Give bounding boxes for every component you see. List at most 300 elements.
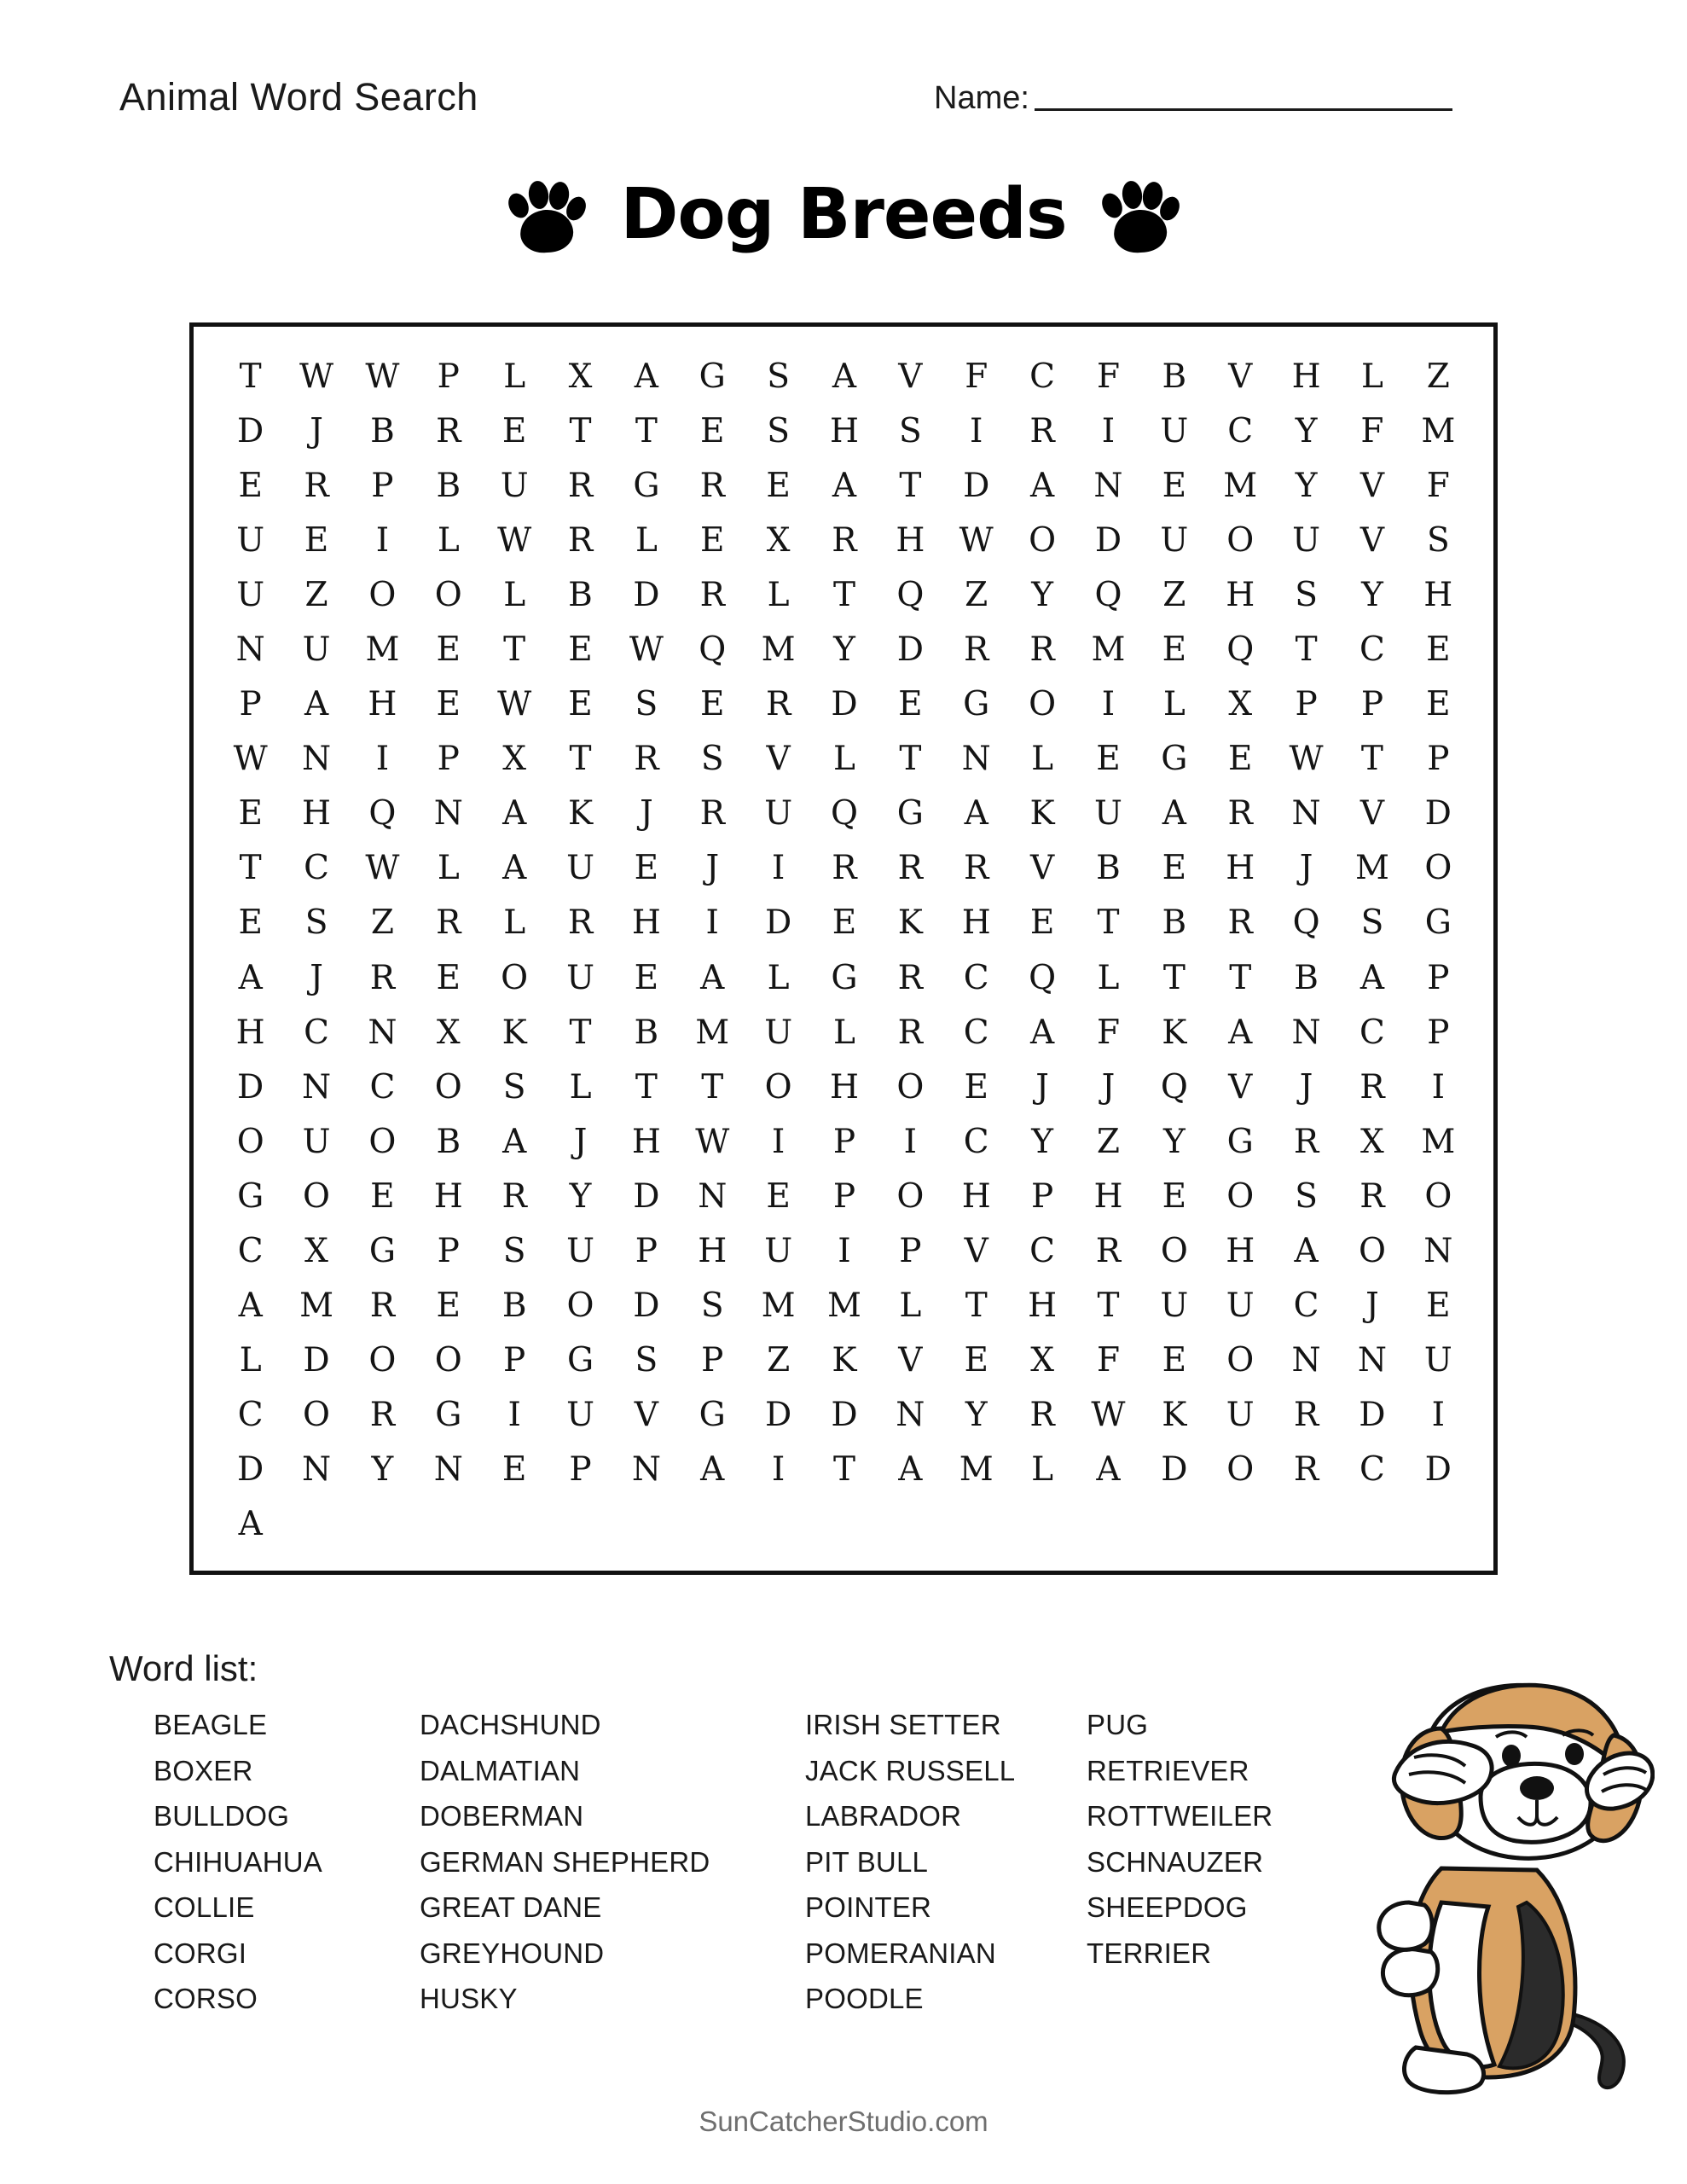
grid-cell[interactable]: X: [1360, 1122, 1384, 1161]
grid-cell[interactable]: R: [369, 1396, 396, 1435]
grid-cell[interactable]: C: [237, 1231, 264, 1270]
grid-cell[interactable]: N: [896, 1396, 925, 1435]
grid-cell[interactable]: R: [1227, 794, 1253, 834]
grid-cell[interactable]: P: [503, 1341, 526, 1380]
grid-cell[interactable]: O: [434, 575, 462, 614]
grid-cell[interactable]: P: [1360, 685, 1384, 724]
word-list-item[interactable]: LABRADOR: [805, 1800, 962, 1832]
grid-cell[interactable]: E: [898, 685, 923, 724]
grid-cell[interactable]: E: [1426, 685, 1451, 724]
grid-cell[interactable]: U: [236, 575, 265, 614]
grid-cell[interactable]: O: [1226, 520, 1255, 560]
grid-cell[interactable]: T: [1097, 1287, 1120, 1326]
grid-cell[interactable]: A: [1162, 794, 1186, 834]
grid-cell[interactable]: U: [302, 1122, 331, 1161]
grid-cell[interactable]: D: [764, 903, 792, 943]
grid-cell[interactable]: D: [237, 1067, 264, 1107]
grid-cell[interactable]: R: [369, 1287, 396, 1326]
grid-cell[interactable]: R: [699, 575, 725, 614]
grid-cell[interactable]: C: [1293, 1287, 1319, 1326]
grid-cell[interactable]: P: [832, 1122, 856, 1161]
grid-cell[interactable]: S: [1360, 903, 1384, 943]
grid-cell[interactable]: K: [897, 903, 923, 943]
grid-cell[interactable]: N: [961, 740, 991, 779]
grid-cell[interactable]: H: [1291, 357, 1321, 396]
grid-cell[interactable]: R: [436, 411, 461, 450]
grid-cell[interactable]: Y: [1162, 1122, 1186, 1161]
grid-cell[interactable]: X: [304, 1231, 328, 1270]
grid-cell[interactable]: R: [1293, 1450, 1319, 1490]
grid-cell[interactable]: K: [501, 1013, 527, 1052]
grid-cell[interactable]: A: [238, 1287, 263, 1326]
grid-cell[interactable]: O: [303, 1176, 331, 1216]
grid-cell[interactable]: G: [237, 1176, 264, 1216]
grid-cell[interactable]: L: [833, 740, 855, 779]
grid-cell[interactable]: Q: [1029, 958, 1057, 997]
grid-cell[interactable]: D: [633, 575, 660, 614]
grid-cell[interactable]: L: [503, 357, 526, 396]
grid-cell[interactable]: P: [437, 740, 460, 779]
grid-cell[interactable]: A: [1030, 466, 1055, 505]
grid-cell[interactable]: D: [237, 1450, 264, 1490]
word-search-grid[interactable]: [217, 349, 1471, 1552]
grid-cell[interactable]: V: [1359, 794, 1385, 834]
grid-cell[interactable]: H: [698, 1231, 728, 1270]
grid-cell[interactable]: P: [1427, 1013, 1450, 1052]
grid-cell[interactable]: R: [567, 520, 594, 560]
grid-cell[interactable]: X: [1030, 1341, 1054, 1380]
grid-cell[interactable]: H: [1226, 1231, 1255, 1270]
grid-cell[interactable]: I: [1101, 411, 1116, 450]
grid-cell[interactable]: V: [898, 1341, 923, 1380]
grid-cell[interactable]: B: [1096, 849, 1121, 888]
grid-cell[interactable]: Z: [1426, 357, 1450, 396]
grid-cell[interactable]: Z: [1162, 575, 1186, 614]
grid-cell[interactable]: U: [1423, 1341, 1452, 1380]
word-list-item[interactable]: SHEEPDOG: [1087, 1891, 1248, 1923]
grid-cell[interactable]: C: [237, 1396, 264, 1435]
word-list-item[interactable]: ROTTWEILER: [1087, 1800, 1273, 1832]
grid-cell[interactable]: N: [1291, 1013, 1321, 1052]
grid-cell[interactable]: P: [239, 685, 262, 724]
grid-cell[interactable]: L: [1360, 357, 1383, 396]
grid-cell[interactable]: B: [634, 1013, 659, 1052]
grid-cell[interactable]: L: [1097, 958, 1120, 997]
grid-cell[interactable]: R: [1227, 903, 1253, 943]
grid-cell[interactable]: E: [700, 411, 725, 450]
grid-cell[interactable]: Y: [833, 630, 855, 669]
grid-cell[interactable]: I: [1431, 1067, 1446, 1107]
grid-cell[interactable]: O: [1160, 1231, 1188, 1270]
grid-cell[interactable]: H: [961, 903, 991, 943]
grid-cell[interactable]: L: [239, 1341, 262, 1380]
grid-cell[interactable]: Y: [1031, 575, 1053, 614]
grid-cell[interactable]: I: [838, 1231, 851, 1270]
grid-cell[interactable]: M: [959, 1450, 994, 1490]
grid-cell[interactable]: F: [1360, 411, 1384, 450]
grid-cell[interactable]: J: [1035, 1067, 1049, 1107]
grid-cell[interactable]: N: [698, 1176, 728, 1216]
grid-cell[interactable]: Q: [1094, 575, 1122, 614]
grid-cell[interactable]: M: [761, 1287, 796, 1326]
grid-cell[interactable]: E: [1162, 849, 1187, 888]
grid-cell[interactable]: E: [436, 1287, 461, 1326]
grid-cell[interactable]: F: [1096, 357, 1120, 396]
grid-cell[interactable]: A: [238, 1505, 263, 1544]
word-list-item[interactable]: CORSO: [154, 1983, 258, 2014]
grid-cell[interactable]: H: [368, 685, 397, 724]
grid-cell[interactable]: W: [629, 630, 664, 669]
grid-cell[interactable]: G: [963, 685, 990, 724]
grid-cell[interactable]: E: [700, 520, 725, 560]
grid-cell[interactable]: A: [898, 1450, 923, 1490]
grid-cell[interactable]: W: [365, 357, 400, 396]
grid-cell[interactable]: Y: [371, 1450, 394, 1490]
grid-cell[interactable]: U: [566, 849, 594, 888]
grid-cell[interactable]: Q: [1160, 1067, 1188, 1107]
grid-cell[interactable]: I: [705, 903, 719, 943]
grid-cell[interactable]: J: [705, 849, 720, 888]
word-list-item[interactable]: GREAT DANE: [420, 1891, 602, 1923]
grid-cell[interactable]: V: [1030, 849, 1055, 888]
grid-cell[interactable]: Y: [1295, 411, 1318, 450]
word-list-item[interactable]: GREYHOUND: [420, 1937, 605, 1969]
grid-cell[interactable]: N: [1291, 794, 1321, 834]
grid-cell[interactable]: A: [502, 1122, 527, 1161]
grid-cell[interactable]: O: [434, 1341, 462, 1380]
grid-cell[interactable]: R: [501, 1176, 527, 1216]
grid-cell[interactable]: U: [1292, 520, 1320, 560]
grid-cell[interactable]: O: [1424, 849, 1452, 888]
grid-cell[interactable]: G: [699, 1396, 726, 1435]
grid-cell[interactable]: B: [436, 466, 461, 505]
grid-cell[interactable]: P: [701, 1341, 724, 1380]
grid-cell[interactable]: J: [310, 958, 323, 997]
grid-cell[interactable]: P: [899, 1231, 922, 1270]
grid-cell[interactable]: P: [437, 357, 460, 396]
grid-cell[interactable]: R: [304, 466, 329, 505]
grid-cell[interactable]: T: [503, 630, 526, 669]
grid-cell[interactable]: L: [437, 849, 460, 888]
grid-cell[interactable]: Y: [1361, 575, 1383, 614]
grid-cell[interactable]: O: [368, 1341, 397, 1380]
grid-cell[interactable]: S: [767, 357, 790, 396]
grid-cell[interactable]: T: [1162, 958, 1186, 997]
grid-cell[interactable]: H: [1226, 575, 1255, 614]
word-list-item[interactable]: SCHNAUZER: [1087, 1845, 1264, 1878]
grid-cell[interactable]: H: [631, 903, 661, 943]
word-list-item[interactable]: IRISH SETTER: [805, 1709, 1001, 1740]
grid-cell[interactable]: W: [299, 357, 334, 396]
grid-cell[interactable]: U: [764, 1231, 793, 1270]
grid-cell[interactable]: P: [569, 1450, 592, 1490]
grid-cell[interactable]: C: [963, 1122, 989, 1161]
word-list-item[interactable]: JACK RUSSELL: [805, 1754, 1016, 1786]
grid-cell[interactable]: H: [433, 1176, 463, 1216]
grid-cell[interactable]: E: [1162, 1341, 1187, 1380]
grid-cell[interactable]: U: [1226, 1396, 1255, 1435]
grid-cell[interactable]: X: [766, 520, 791, 560]
grid-cell[interactable]: E: [436, 630, 461, 669]
grid-cell[interactable]: M: [1223, 466, 1258, 505]
grid-cell[interactable]: G: [435, 1396, 462, 1435]
grid-cell[interactable]: E: [436, 685, 461, 724]
grid-cell[interactable]: O: [303, 1396, 331, 1435]
grid-cell[interactable]: T: [832, 1450, 855, 1490]
grid-cell[interactable]: T: [1295, 630, 1318, 669]
grid-cell[interactable]: E: [238, 466, 263, 505]
grid-cell[interactable]: X: [436, 1013, 461, 1052]
word-list-item[interactable]: PIT BULL: [805, 1845, 929, 1878]
grid-cell[interactable]: I: [970, 411, 983, 450]
grid-cell[interactable]: O: [501, 958, 529, 997]
grid-cell[interactable]: M: [1354, 849, 1389, 888]
grid-cell[interactable]: D: [1424, 794, 1452, 834]
grid-cell[interactable]: E: [238, 903, 263, 943]
grid-cell[interactable]: N: [433, 1450, 463, 1490]
word-list-item[interactable]: HUSKY: [420, 1983, 518, 2014]
grid-cell[interactable]: C: [1029, 1231, 1056, 1270]
word-list-item[interactable]: DALMATIAN: [420, 1754, 581, 1786]
grid-cell[interactable]: T: [965, 1287, 988, 1326]
grid-cell[interactable]: G: [633, 466, 660, 505]
grid-cell[interactable]: U: [1160, 1287, 1189, 1326]
grid-cell[interactable]: R: [699, 466, 725, 505]
grid-cell[interactable]: I: [1431, 1396, 1446, 1435]
grid-cell[interactable]: W: [959, 520, 994, 560]
grid-cell[interactable]: O: [368, 1122, 397, 1161]
grid-cell[interactable]: A: [964, 794, 988, 834]
word-list-item[interactable]: PUG: [1087, 1709, 1149, 1740]
grid-cell[interactable]: D: [764, 1396, 792, 1435]
grid-cell[interactable]: L: [833, 1013, 855, 1052]
grid-cell[interactable]: Q: [368, 794, 397, 834]
grid-cell[interactable]: K: [1029, 794, 1055, 834]
grid-cell[interactable]: G: [831, 958, 858, 997]
grid-cell[interactable]: S: [899, 411, 922, 450]
grid-cell[interactable]: D: [1359, 1396, 1386, 1435]
grid-cell[interactable]: D: [633, 1176, 660, 1216]
grid-cell[interactable]: Z: [965, 575, 988, 614]
grid-cell[interactable]: U: [566, 1396, 594, 1435]
grid-cell[interactable]: E: [1426, 1287, 1451, 1326]
grid-cell[interactable]: G: [566, 1341, 594, 1380]
grid-cell[interactable]: R: [832, 849, 857, 888]
grid-cell[interactable]: U: [1160, 520, 1189, 560]
word-list-item[interactable]: CORGI: [154, 1937, 247, 1969]
word-list-item[interactable]: TERRIER: [1087, 1937, 1212, 1969]
grid-cell[interactable]: R: [897, 849, 924, 888]
grid-cell[interactable]: O: [566, 1287, 594, 1326]
grid-cell[interactable]: G: [1424, 903, 1452, 943]
grid-cell[interactable]: R: [1293, 1122, 1319, 1161]
grid-cell[interactable]: U: [302, 630, 331, 669]
grid-cell[interactable]: W: [1091, 1396, 1126, 1435]
grid-cell[interactable]: H: [235, 1013, 265, 1052]
grid-cell[interactable]: C: [304, 849, 329, 888]
grid-cell[interactable]: L: [437, 520, 460, 560]
grid-cell[interactable]: R: [964, 630, 989, 669]
grid-cell[interactable]: U: [1226, 1287, 1255, 1326]
grid-cell[interactable]: K: [832, 1341, 857, 1380]
grid-cell[interactable]: O: [896, 1176, 925, 1216]
grid-cell[interactable]: S: [502, 1231, 526, 1270]
grid-cell[interactable]: L: [767, 958, 790, 997]
grid-cell[interactable]: H: [1028, 1287, 1058, 1326]
word-list-item[interactable]: BULLDOG: [154, 1800, 290, 1832]
grid-cell[interactable]: R: [567, 466, 594, 505]
grid-cell[interactable]: T: [635, 411, 658, 450]
grid-cell[interactable]: Y: [965, 1396, 988, 1435]
name-write-in-line[interactable]: [1035, 108, 1452, 111]
grid-cell[interactable]: E: [238, 794, 263, 834]
grid-cell[interactable]: A: [1228, 1013, 1253, 1052]
grid-cell[interactable]: T: [569, 740, 592, 779]
grid-cell[interactable]: D: [633, 1287, 660, 1326]
grid-cell[interactable]: I: [375, 520, 390, 560]
grid-cell[interactable]: I: [771, 1450, 786, 1490]
grid-cell[interactable]: K: [1162, 1013, 1187, 1052]
grid-cell[interactable]: E: [370, 1176, 395, 1216]
grid-cell[interactable]: U: [236, 520, 265, 560]
grid-cell[interactable]: T: [569, 411, 592, 450]
grid-cell[interactable]: C: [963, 1013, 989, 1052]
grid-cell[interactable]: E: [501, 1450, 527, 1490]
grid-cell[interactable]: R: [1029, 630, 1055, 669]
grid-cell[interactable]: T: [899, 740, 922, 779]
grid-cell[interactable]: X: [1228, 685, 1253, 724]
grid-cell[interactable]: C: [1359, 1450, 1385, 1490]
grid-cell[interactable]: T: [1360, 740, 1383, 779]
grid-cell[interactable]: P: [1295, 685, 1318, 724]
grid-cell[interactable]: A: [238, 958, 263, 997]
grid-cell[interactable]: I: [1101, 685, 1116, 724]
grid-cell[interactable]: N: [1357, 1341, 1387, 1380]
grid-cell[interactable]: L: [1031, 1450, 1054, 1490]
grid-cell[interactable]: B: [436, 1122, 461, 1161]
grid-cell[interactable]: E: [501, 411, 527, 450]
grid-cell[interactable]: H: [302, 794, 332, 834]
grid-cell[interactable]: M: [695, 1013, 730, 1052]
grid-cell[interactable]: D: [237, 411, 264, 450]
grid-cell[interactable]: N: [368, 1013, 397, 1052]
grid-cell[interactable]: N: [235, 630, 265, 669]
grid-cell[interactable]: E: [1426, 630, 1451, 669]
grid-cell[interactable]: L: [503, 903, 526, 943]
grid-cell[interactable]: J: [310, 411, 323, 450]
grid-cell[interactable]: J: [1299, 849, 1313, 888]
grid-cell[interactable]: J: [1299, 1067, 1313, 1107]
grid-cell[interactable]: A: [304, 685, 329, 724]
grid-cell[interactable]: V: [898, 357, 923, 396]
grid-cell[interactable]: W: [497, 685, 532, 724]
grid-cell[interactable]: N: [1423, 1231, 1453, 1270]
grid-cell[interactable]: S: [635, 685, 658, 724]
grid-cell[interactable]: R: [964, 849, 989, 888]
grid-cell[interactable]: H: [1423, 575, 1453, 614]
grid-cell[interactable]: C: [369, 1067, 396, 1107]
grid-cell[interactable]: V: [1359, 466, 1385, 505]
grid-cell[interactable]: L: [767, 575, 790, 614]
grid-cell[interactable]: O: [368, 575, 397, 614]
grid-cell[interactable]: O: [1424, 1176, 1452, 1216]
grid-cell[interactable]: E: [964, 1341, 988, 1380]
grid-cell[interactable]: O: [1226, 1450, 1255, 1490]
grid-cell[interactable]: V: [1359, 520, 1385, 560]
word-list-item[interactable]: COLLIE: [154, 1891, 255, 1923]
grid-cell[interactable]: L: [503, 575, 526, 614]
grid-cell[interactable]: E: [1227, 740, 1253, 779]
grid-cell[interactable]: H: [1093, 1176, 1123, 1216]
grid-cell[interactable]: A: [1096, 1450, 1121, 1490]
grid-cell[interactable]: F: [1096, 1341, 1120, 1380]
grid-cell[interactable]: N: [301, 1450, 332, 1490]
word-list-item[interactable]: GERMAN SHEPHERD: [420, 1845, 710, 1878]
grid-cell[interactable]: S: [304, 903, 328, 943]
grid-cell[interactable]: M: [299, 1287, 334, 1326]
grid-cell[interactable]: F: [1096, 1013, 1120, 1052]
grid-cell[interactable]: W: [233, 740, 268, 779]
grid-cell[interactable]: I: [903, 1122, 918, 1161]
grid-cell[interactable]: K: [567, 794, 594, 834]
grid-cell[interactable]: M: [365, 630, 400, 669]
grid-cell[interactable]: R: [832, 520, 857, 560]
grid-cell[interactable]: Z: [767, 1341, 791, 1380]
grid-cell[interactable]: A: [502, 849, 527, 888]
word-list-item[interactable]: DACHSHUND: [420, 1709, 601, 1740]
grid-cell[interactable]: L: [635, 520, 658, 560]
grid-cell[interactable]: P: [437, 1231, 460, 1270]
grid-cell[interactable]: T: [832, 575, 855, 614]
grid-cell[interactable]: O: [434, 1067, 462, 1107]
grid-cell[interactable]: R: [897, 1013, 924, 1052]
grid-cell[interactable]: J: [640, 794, 653, 834]
grid-cell[interactable]: N: [301, 1067, 332, 1107]
grid-cell[interactable]: T: [899, 466, 922, 505]
grid-cell[interactable]: B: [1162, 357, 1187, 396]
grid-cell[interactable]: Q: [699, 630, 727, 669]
grid-cell[interactable]: R: [1359, 1176, 1385, 1216]
grid-cell[interactable]: H: [829, 411, 859, 450]
grid-cell[interactable]: Y: [1031, 1122, 1053, 1161]
grid-cell[interactable]: R: [897, 958, 924, 997]
grid-cell[interactable]: S: [635, 1341, 658, 1380]
grid-cell[interactable]: Z: [1096, 1122, 1121, 1161]
grid-cell[interactable]: T: [239, 357, 262, 396]
word-list-item[interactable]: RETRIEVER: [1087, 1754, 1249, 1786]
grid-cell[interactable]: R: [1293, 1396, 1319, 1435]
grid-cell[interactable]: S: [1295, 1176, 1318, 1216]
grid-cell[interactable]: T: [239, 849, 262, 888]
grid-cell[interactable]: B: [501, 1287, 527, 1326]
grid-cell[interactable]: E: [700, 685, 725, 724]
grid-cell[interactable]: P: [832, 1176, 856, 1216]
grid-cell[interactable]: G: [699, 357, 726, 396]
grid-cell[interactable]: L: [1031, 740, 1054, 779]
grid-cell[interactable]: E: [568, 685, 593, 724]
grid-cell[interactable]: N: [301, 740, 332, 779]
grid-cell[interactable]: E: [1096, 740, 1121, 779]
grid-cell[interactable]: G: [1161, 740, 1188, 779]
grid-cell[interactable]: T: [1229, 958, 1252, 997]
grid-cell[interactable]: W: [1289, 740, 1324, 779]
grid-cell[interactable]: T: [569, 1013, 592, 1052]
grid-cell[interactable]: D: [896, 630, 924, 669]
grid-cell[interactable]: Q: [896, 575, 925, 614]
grid-cell[interactable]: E: [766, 1176, 791, 1216]
grid-cell[interactable]: L: [899, 1287, 922, 1326]
grid-cell[interactable]: Q: [1292, 903, 1320, 943]
